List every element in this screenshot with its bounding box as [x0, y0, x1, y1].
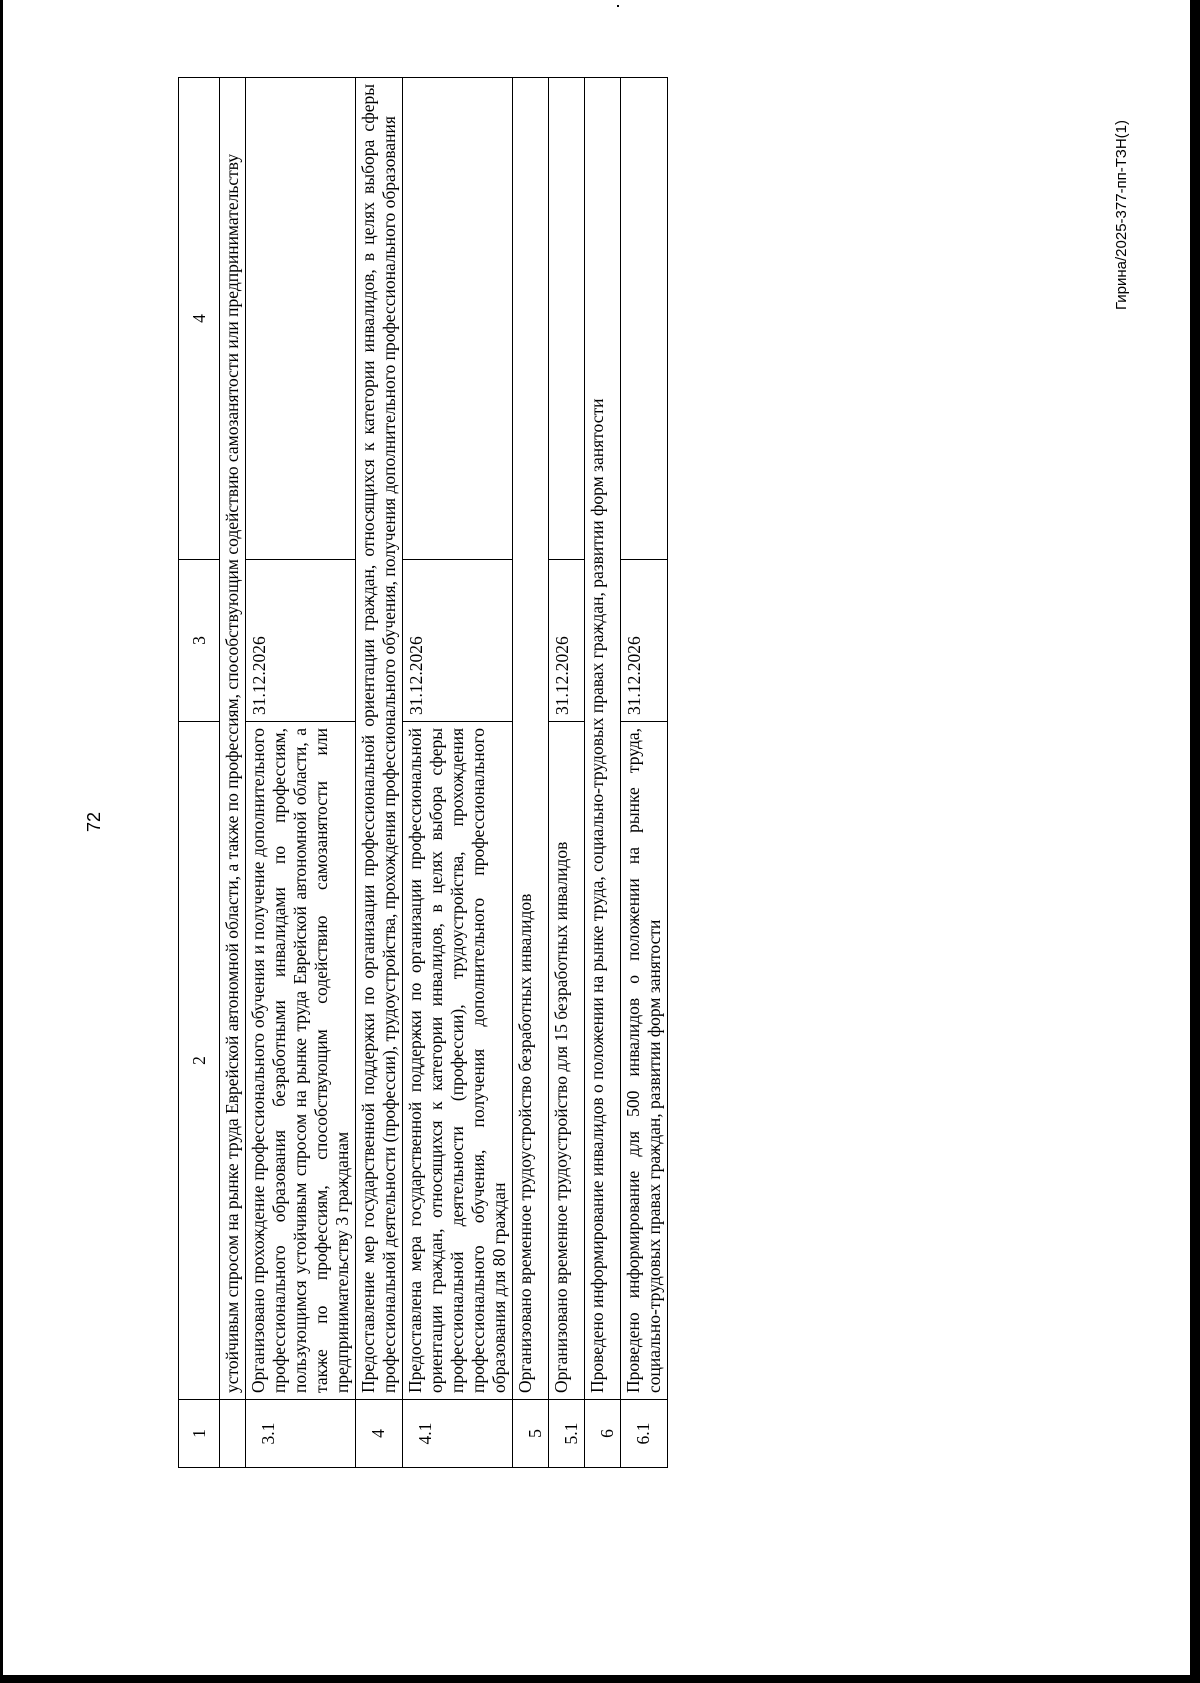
measure-text-cell: Проведено информирование инвалидов о положении на рынке труда, социально-трудовых правах граждан, развитии форм занятости [585, 78, 621, 1400]
row-number-cell [220, 1400, 246, 1468]
responsible-cell [246, 78, 356, 560]
table-row [549, 78, 585, 1468]
header-col-3: 3 [179, 560, 220, 722]
header-col-4: 4 [179, 78, 220, 560]
row-number-cell: 5 [513, 1400, 549, 1468]
table-row [356, 78, 403, 1468]
header-row [179, 78, 220, 1468]
table-body [179, 78, 668, 1468]
measure-text-cell: Организовано временное трудоустройство безработных инвалидов [513, 78, 549, 1400]
table-row [246, 78, 356, 1468]
deadline-cell: 31.12.2026 [246, 560, 356, 722]
measure-text-cell: Организовано временное трудоустройство для 15 безработных инвалидов [549, 722, 585, 1400]
measure-text-cell: Проведено информирование для 500 инвалидов о положении на рынке труда, социально-трудовых правах граждан, развитии форм занятости [621, 722, 668, 1400]
scan-bottom-edge [0, 1675, 1200, 1683]
responsible-cell [403, 78, 513, 560]
measure-text-cell: Организовано прохождение профессионального обучения и получение дополнительного профессионального образования безработными инвалидами по профессиям, пользующимся устойчивым спросом на рынке труда Еврейской автономной области, а также по профессиям, способствующим содействию самозанятости или предпринимательству 3 гражданам [246, 722, 356, 1400]
header-col-2: 2 [179, 722, 220, 1400]
table-row [585, 78, 621, 1468]
header-col-1: 1 [179, 1400, 220, 1468]
table-row [621, 78, 668, 1468]
row-number-cell: 4.1 [403, 1400, 513, 1468]
page-number: 72 [84, 811, 104, 832]
table-row [220, 78, 246, 1468]
row-number-cell: 5.1 [549, 1400, 585, 1468]
row-number-cell: 3.1 [246, 1400, 356, 1468]
measure-text-cell: Предоставлена мера государственной поддержки по организации профессиональной ориентации граждан, относящихся к категории инвалидов, в целях выбора сферы профессиональной деятельности (профессии), трудоустройства, прохождения профессионального обучения, получения дополнительного профессионального образования для 80 граждан [403, 722, 513, 1400]
responsible-cell [621, 78, 668, 560]
scan-right-edge [1190, 0, 1200, 1683]
measure-text-cell: Предоставление мер государственной поддержки по организации профессиональной ориентации граждан, относящихся к категории инвалидов, в целях выбора сферы профессиональной деятельности (профессии), трудоустройства, прохождения профессионального обучения, получения дополнительного профессионального образования [356, 78, 403, 1400]
deadline-cell: 31.12.2026 [549, 560, 585, 722]
deadline-cell: 31.12.2026 [621, 560, 668, 722]
row-number-cell: 6.1 [621, 1400, 668, 1468]
row-number-cell: 6 [585, 1400, 621, 1468]
responsible-cell [549, 78, 585, 560]
measures-table [178, 77, 668, 1468]
table-row [513, 78, 549, 1468]
row-number-cell: 4 [356, 1400, 403, 1468]
scan-speck [617, 5, 619, 7]
document-code: Гирина/2025-377-пп-ТЗН(1) [1113, 119, 1130, 310]
scan-left-edge [0, 0, 3, 1683]
deadline-cell: 31.12.2026 [403, 560, 513, 722]
table-row [403, 78, 513, 1468]
rotated-table-container [178, 78, 1063, 1468]
measure-text-cell: устойчивым спросом на рынке труда Еврейской автономной области, а также по профессиям, способствующим содействию самозанятости или предпринимательству [220, 78, 246, 1400]
